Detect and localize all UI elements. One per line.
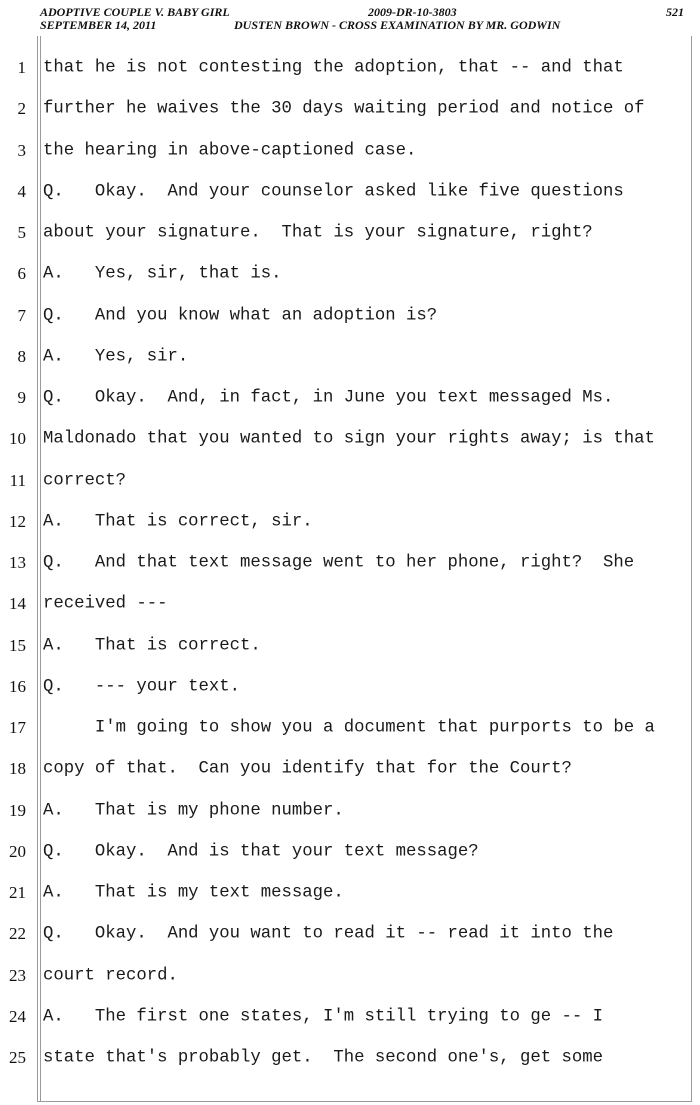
line-number: 16 [9, 676, 26, 696]
line-text: Q. Okay. And is that your text message? [43, 842, 479, 862]
line-text: received --- [43, 594, 168, 614]
transcript-line [0, 213, 700, 254]
line-text: Q. --- your text. [43, 677, 241, 697]
transcript-line [0, 336, 700, 377]
transcript-line [0, 708, 700, 749]
line-number: 20 [9, 841, 26, 861]
line-text: Q. And you know what an adoption is? [43, 306, 438, 325]
line-text: A. That is my phone number. [43, 801, 344, 820]
line-text: A. That is correct. [43, 636, 261, 655]
line-number: 7 [17, 305, 26, 325]
line-text: A. That is correct, sir. [43, 512, 313, 532]
line-number: 21 [9, 883, 26, 902]
line-number: 23 [9, 965, 26, 985]
transcript-line [0, 419, 700, 460]
line-number: 11 [9, 470, 26, 490]
transcript-line [0, 460, 700, 501]
line-number: 12 [9, 511, 26, 531]
line-text: Q. Okay. And you want to read it -- read it into the [43, 924, 614, 944]
transcript-line [0, 955, 700, 996]
line-number: 22 [9, 924, 26, 944]
transcript-line [0, 996, 700, 1037]
transcript-line [0, 254, 700, 295]
line-text: court record. [43, 966, 178, 985]
line-text: Q. And that text message went to her phone, right? She [43, 553, 635, 573]
hearing-date: SEPTEMBER 14, 2011 [40, 18, 157, 32]
transcript-line [0, 873, 700, 914]
line-number: 25 [9, 1048, 26, 1067]
transcript-line [0, 501, 700, 542]
line-number: 15 [9, 635, 26, 655]
transcript-line [0, 831, 700, 872]
transcript-line [0, 171, 700, 212]
line-text: A. The first one states, I'm still trying to ge -- I [43, 1007, 604, 1027]
transcript-line [0, 914, 700, 955]
transcript-line [0, 543, 700, 584]
transcript-line [0, 295, 700, 336]
line-number: 24 [9, 1006, 26, 1026]
line-text: I'm going to show you a document that purports to be a [43, 718, 655, 738]
line-text: Q. Okay. And, in fact, in June you text messaged Ms. [43, 388, 614, 408]
line-number: 1 [17, 58, 26, 77]
bottom-margin-rule [37, 1101, 692, 1102]
line-number: 14 [9, 594, 26, 614]
line-text: correct? [43, 471, 126, 490]
line-text: Q. Okay. And your counselor asked like five questions [43, 182, 624, 202]
line-number: 19 [9, 800, 26, 820]
line-text: copy of that. Can you identify that for the Court? [43, 759, 572, 779]
line-text: the hearing in above-captioned case. [43, 141, 417, 160]
line-number: 10 [9, 429, 26, 449]
transcript-line [0, 89, 700, 130]
line-text: further he waives the 30 days waiting period and notice of [43, 99, 645, 119]
case-title: ADOPTIVE COUPLE V. BABY GIRL [40, 5, 230, 19]
transcript-line [0, 48, 700, 89]
line-number: 6 [17, 264, 26, 284]
witness-examination: DUSTEN BROWN - CROSS EXAMINATION BY MR. GODWIN [234, 18, 561, 32]
line-text: that he is not contesting the adoption, that -- and that [43, 58, 624, 78]
line-number: 17 [9, 718, 26, 737]
line-text: A. Yes, sir. [43, 347, 189, 367]
line-number: 2 [17, 99, 26, 119]
transcript-line [0, 790, 700, 831]
line-number: 13 [9, 553, 26, 572]
line-text: about your signature. That is your signature, right? [43, 223, 593, 243]
transcript-line [0, 749, 700, 790]
line-number: 5 [17, 223, 26, 242]
line-text: A. That is my text message. [43, 883, 344, 903]
docket-number: 2009-DR-10-3803 [368, 5, 457, 19]
transcript-line [0, 625, 700, 666]
line-number: 9 [17, 388, 26, 407]
transcript-header [40, 4, 688, 36]
line-number: 18 [9, 759, 26, 779]
line-number: 3 [17, 140, 26, 160]
transcript-line [0, 666, 700, 707]
line-number: 8 [17, 346, 26, 366]
transcript-line [0, 378, 700, 419]
transcript-line [0, 130, 700, 171]
page-number: 521 [666, 5, 684, 19]
line-text: state that's probably get. The second one's, get some [43, 1048, 604, 1068]
line-text: A. Yes, sir, that is. [43, 264, 282, 284]
line-text: Maldonado that you wanted to sign your rights away; is that [43, 429, 655, 449]
line-number: 4 [17, 181, 26, 201]
transcript-line [0, 1038, 700, 1079]
transcript-line [0, 584, 700, 625]
